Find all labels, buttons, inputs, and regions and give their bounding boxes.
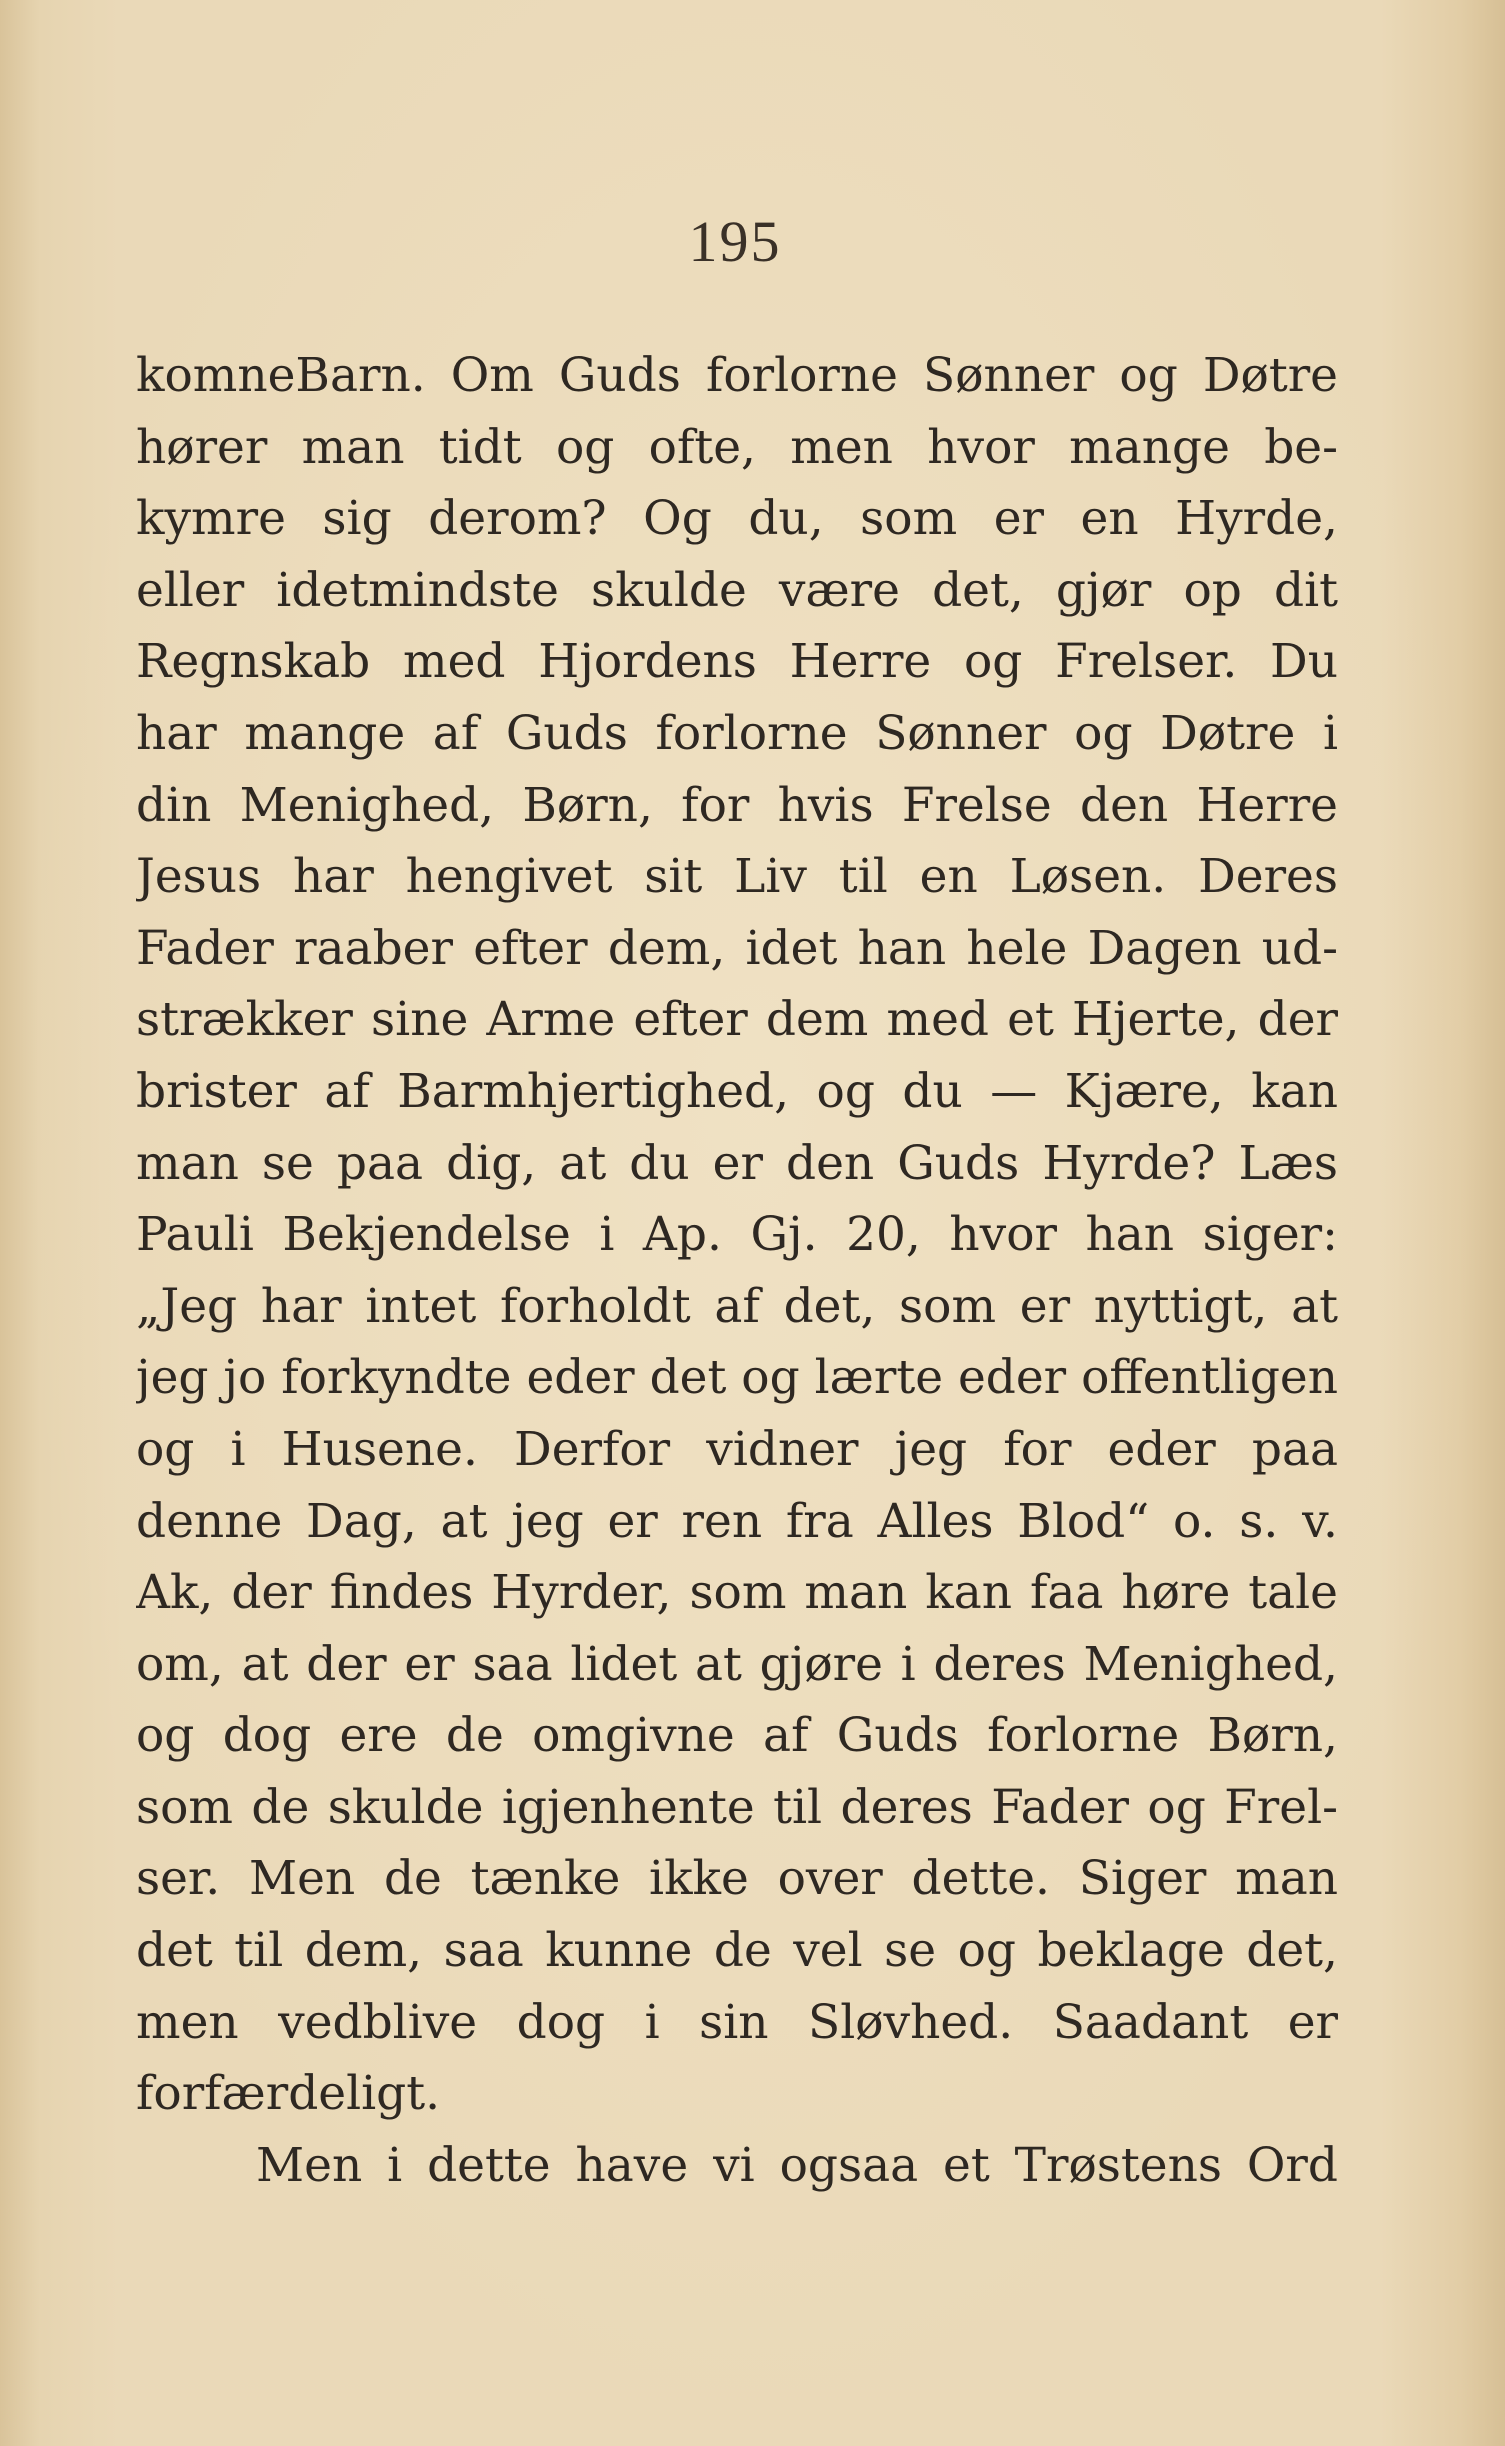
text-line: Fader raaber efter dem, idet han hele Dagen ud- [136, 920, 1338, 976]
text-line: „Jeg har intet forholdt af det, som er nyttigt, at [136, 1278, 1338, 1334]
text-line: det til dem, saa kunne de vel se og beklage det, [136, 1923, 1338, 1979]
text-line: Regnskab med Hjordens Herre og Frelser. Du [136, 634, 1338, 690]
text-line: Men i dette have vi ogsaa et Trøstens Ord [256, 2137, 1338, 2193]
text-line: kymre sig derom? Og du, som er en Hyrde, [136, 491, 1338, 547]
text-line: brister af Barmhjertighed, og du — Kjære, kan [136, 1063, 1338, 1119]
text-line: og dog ere de omgivne af Guds forlorne Børn, [136, 1708, 1338, 1764]
text-line: ser. Men de tænke ikke over dette. Siger man [136, 1851, 1338, 1907]
text-line: komneBarn. Om Guds forlorne Sønner og Døtre [136, 348, 1338, 403]
text-line: denne Dag, at jeg er ren fra Alles Blod“ o. s. v. [136, 1493, 1338, 1549]
text-line: strækker sine Arme efter dem med et Hjerte, der [136, 992, 1338, 1048]
page-number: 195 [688, 209, 782, 274]
text-line: Ak, der findes Hyrder, som man kan faa høre tale [136, 1565, 1338, 1621]
text-line: man se paa dig, at du er den Guds Hyrde? Læs [136, 1135, 1338, 1191]
text-line: forfærdeligt. [136, 2066, 441, 2122]
body-text [136, 340, 1338, 2201]
text-line: eller idetmindste skulde være det, gjør op dit [136, 562, 1338, 618]
text-line: om, at der er saa lidet at gjøre i deres Menighed, [136, 1636, 1338, 1692]
text-line: og i Husene. Derfor vidner jeg for eder paa [136, 1421, 1338, 1477]
text-line: jeg jo forkyndte eder det og lærte eder offentligen [136, 1350, 1338, 1406]
text-line: har mange af Guds forlorne Sønner og Døtre i [136, 705, 1338, 761]
text-line: Jesus har hengivet sit Liv til en Løsen. Deres [136, 849, 1338, 905]
text-line: men vedblive dog i sin Sløvhed. Saadant er [136, 1994, 1338, 2050]
text-line: hører man tidt og ofte, men hvor mange be- [136, 419, 1338, 475]
text-line: din Menighed, Børn, for hvis Frelse den Herre [136, 777, 1338, 833]
text-line: Pauli Bekjendelse i Ap. Gj. 20, hvor han siger: [136, 1207, 1338, 1263]
text-line: som de skulde igjenhente til deres Fader og Frel- [136, 1779, 1338, 1835]
